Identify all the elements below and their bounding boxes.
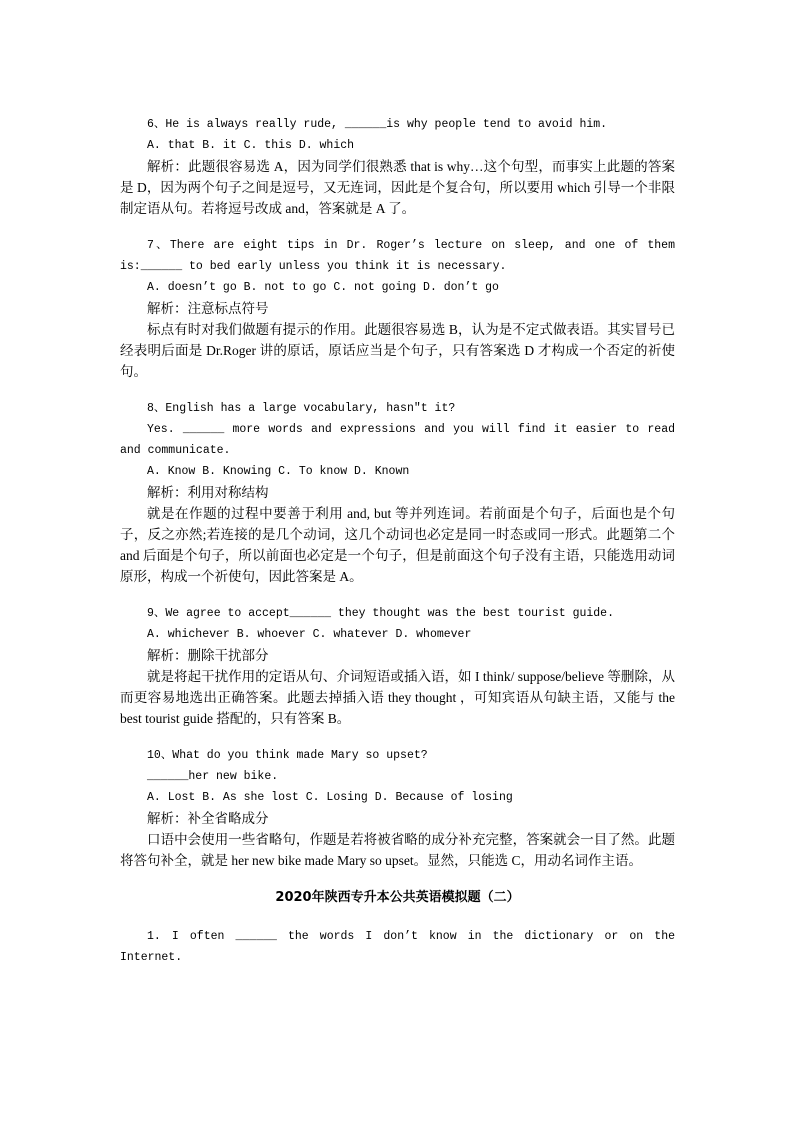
section-title: 2020年陕西专升本公共英语模拟题（二） [275, 890, 520, 905]
question-7 [120, 235, 675, 382]
question-8 [120, 398, 675, 587]
analysis-text: 口语中会使用一些省略句，作题是若将被省略的成分补充完整，答案就会一目了然。此题将答句补全，就是 her new bike made Mary so upset。显然，只能选 C，用动名词作主语。 [120, 832, 675, 868]
question-stem: 6、He is always really rude, ______is why people tend to avoid him. [147, 118, 608, 131]
question-10 [120, 745, 675, 871]
question-stem: 9、We agree to accept______ they thought was the best tourist guide. [147, 607, 614, 620]
analysis-label: 解析：利用对称结构 [147, 485, 269, 500]
question-stem: 8、English has a large vocabulary, hasn"t it? [147, 402, 456, 415]
analysis-text: 就是将起干扰作用的定语从句、介词短语或插入语，如 I think/ suppose/believe 等删除，从而更容易地选出正确答案。此题去掉插入语 they thought ，可知宾语从句缺主语，又能与 the best tourist guide 搭配的，只有答案 B。 [120, 669, 675, 726]
next-question: 1. I often ______ the words I don’t know in the dictionary or on the Internet. [120, 930, 675, 964]
analysis-text: 标点有时对我们做题有提示的作用。此题很容易选 B，认为是不定式做表语。其实冒号已经表明后面是 Dr.Roger 讲的原话，原话应当是个句子，只有答案选 D 才构成一个否定的祈使句。 [120, 322, 675, 379]
analysis-text: 就是在作题的过程中要善于利用 and, but 等并列连词。若前面是个句子，后面也是个句子，反之亦然;若连接的是几个动词，这几个动词也必定是同一时态或同一形式。此题第二个 and 后面是个句子，所以前面也必定是一个句子，但是前面这个句子没有主语，只能选用动词原形，构成一个祈使句，因此答案是 A。 [120, 506, 675, 584]
analysis-label: 解析：补全省略成分 [147, 811, 269, 826]
question-stem: 7、There are eight tips in Dr. Roger’s lecture on sleep, and one of them is:______ to bed early unless you think it is necessary. [120, 239, 675, 273]
question-6 [120, 114, 675, 219]
question-stem-continued: Yes. ______ more words and expressions and you will find it easier to read and communicate. [120, 423, 675, 457]
analysis-label: 解析：注意标点符号 [147, 301, 269, 316]
question-options: A. that B. it C. this D. which [147, 139, 355, 152]
question-options: A. whichever B. whoever C. whatever D. whomever [147, 628, 472, 641]
question-options: A. doesn’t go B. not to go C. not going D. don’t go [147, 281, 499, 294]
question-stem: 10、What do you think made Mary so upset? [147, 749, 428, 762]
question-options: A. Know B. Knowing C. To know D. Known [147, 465, 410, 478]
question-9 [120, 603, 675, 729]
question-analysis: 解析：此题很容易选 A，因为同学们很熟悉 that is why…这个句型，而事实上此题的答案是 D，因为两个句子之间是逗号，又无连词，因此是个复合句，所以要用 which 引导一个非限制定语从句。若将逗号改成 and，答案就是 A 了。 [120, 159, 675, 216]
question-stem-continued: ______her new bike. [147, 770, 279, 783]
document-page [120, 114, 675, 968]
question-options: A. Lost B. As she lost C. Losing D. Because of losing [147, 791, 513, 804]
analysis-label: 解析：删除干扰部分 [147, 648, 269, 663]
